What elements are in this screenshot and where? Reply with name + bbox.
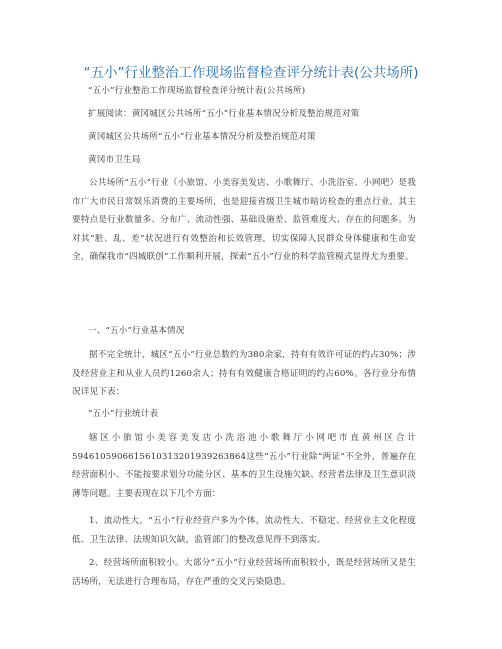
author-line: 黄冈市卫生局 [88,155,141,165]
table-caption: “五小”行业统计表 [88,409,159,419]
point-1-paragraph: 1、流动性大。“五小”行业经营户多为个体，流动性大、不稳定、经营业主文化程度低、卫生法律、法规知识欠缺，监管部门的整改意见得不到落实。 [72,516,416,545]
intro-paragraph: 公共场所“五小”行业（小旅馆、小美容美发店、小歌舞厅、小洗浴室、小网吧）是我市广大市民日常娱乐消费的主要场所，也是迎接省级卫生城市暗访检查的重点行业，其主要特点是行业数量多、分布广、流动性强、基础设施差、监管难度大、存在的问题多。为对其“脏、乱、差”状况进行有效整治和长效管理，切实保障人民群众身体健康和生命安全，确保我市“四城联创”工作顺利开展，探索“五小”行业的科学监管模式显得尤为重要。 [72,178,416,263]
document-title: “五小”行业整治工作现场监督检查评分统计表(公共场所) [83,65,419,81]
statistics-paragraph: 据不完全统计，城区“五小”行业总数约为380余家，持有有效许可证的约占30%；涉及经营业主和从业人员约1260余人；持有有效健康合格证明的约占60%。各行业分布情况详见下表： [72,350,416,398]
table-data-paragraph: 辖区小旅馆小美容美发店小洗浴池小歌舞厅小网吧市直黄州区合计5946105906615610313201939263864这些“五小”行业除“两证”不全外，普遍存在经营面积小、不能按要求划分功能分区、基本的卫生设施欠缺、经营者法律及卫生意识淡薄等问题。主要表现在以下几个方面： [72,433,416,499]
subtitle-paragraph: “五小”行业整治工作现场监督检查评分统计表(公共场所) [88,86,306,96]
article-heading: 黄冈城区公共场所“五小”行业基本情况分析及整治规范对策 [88,132,316,142]
section-heading: 一、“五小”行业基本情况 [88,326,185,336]
extended-reading-paragraph: 扩展阅读：黄冈城区公共场所“五小”行业基本情况分析及整治规范对策 [88,109,360,119]
point-2-paragraph: 2、经营场所面积较小。大部分“五小”行业经营场所面积较小，既是经营场所又是生活场所，无法进行合理布局，存在严重的交叉污染隐患。 [72,558,416,587]
